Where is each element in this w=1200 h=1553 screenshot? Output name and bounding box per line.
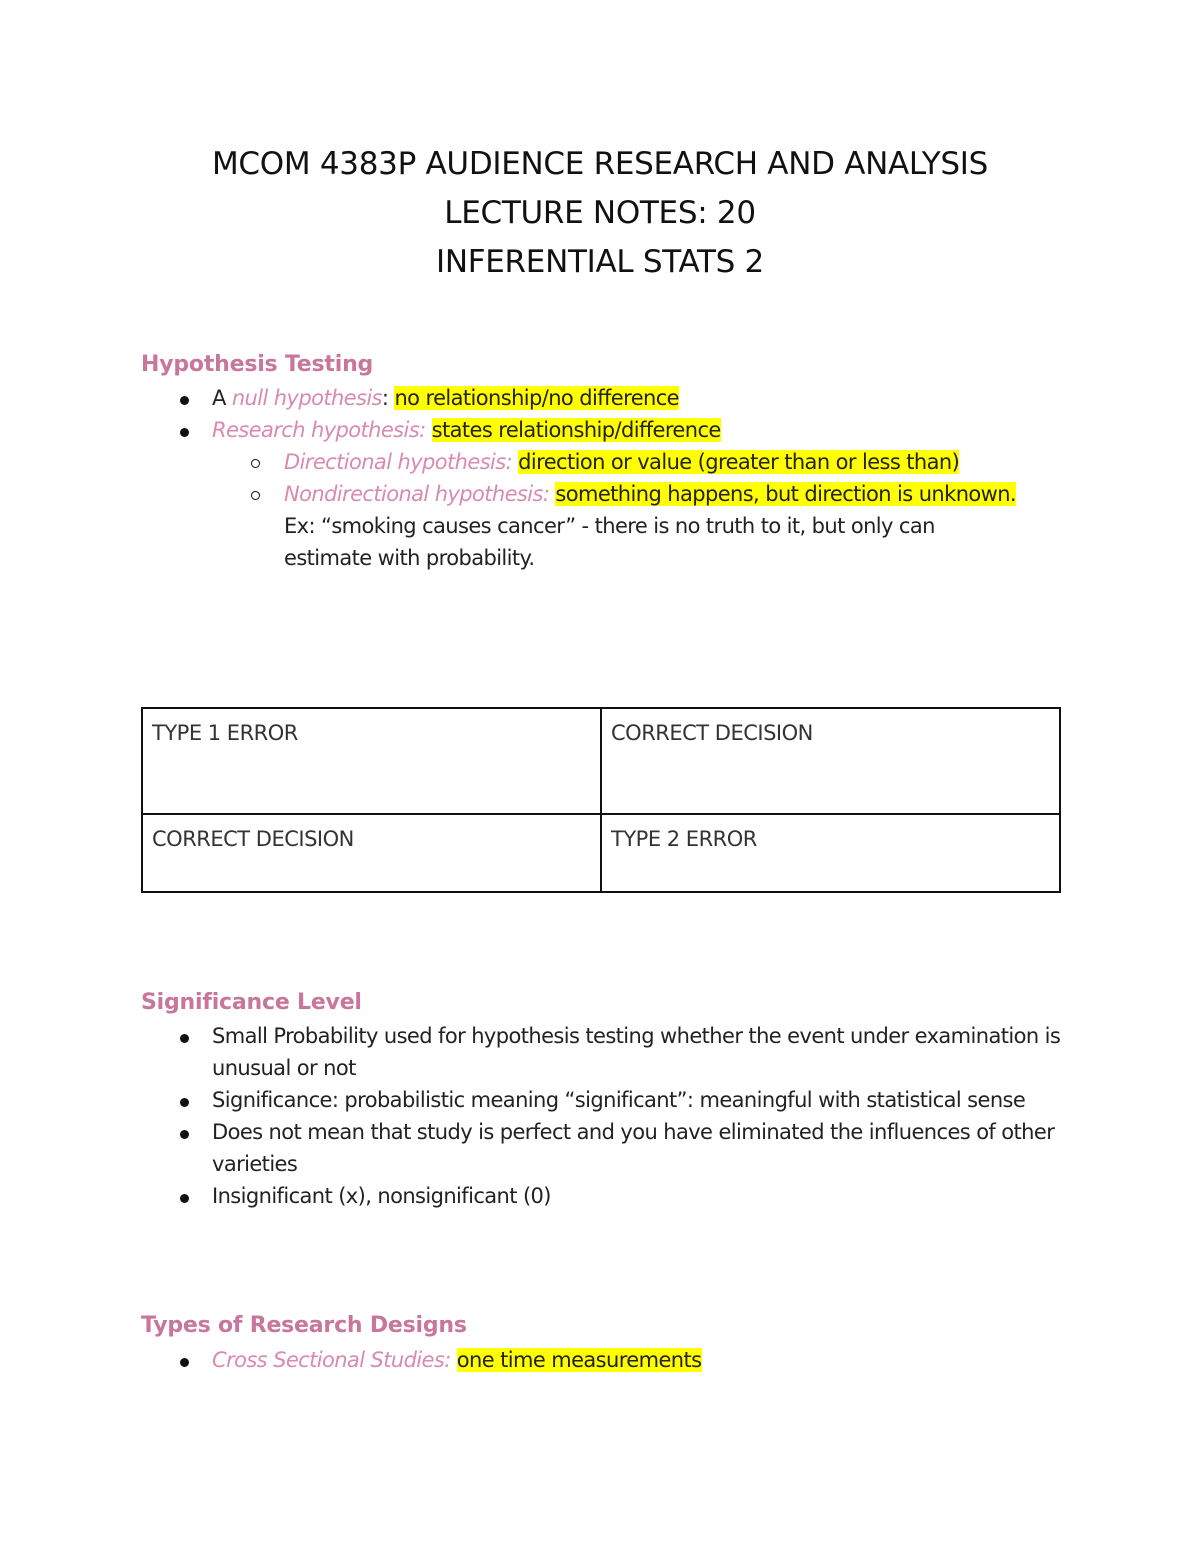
lecture-number: LECTURE NOTES: 20	[444, 195, 756, 231]
null-prefix: A	[212, 386, 232, 410]
list-item-cross-sectional	[0, 1344, 1062, 1376]
null-colon: :	[381, 386, 389, 410]
research-designs-list	[0, 1344, 1062, 1376]
document-title	[0, 140, 1200, 287]
null-definition: no relationship/no difference	[394, 386, 679, 410]
list-item	[0, 1116, 1062, 1180]
research-term: Research hypothesis:	[212, 418, 426, 442]
bullet-icon	[180, 1194, 189, 1203]
list-item-research-hypothesis	[0, 414, 1062, 446]
cell-correct-decision: CORRECT DECISION	[142, 814, 601, 892]
list-item	[0, 1180, 1062, 1212]
table-row	[142, 708, 1060, 814]
list-item-nondirectional-hypothesis	[0, 478, 1064, 574]
nondirectional-term: Nondirectional hypothesis:	[284, 482, 550, 506]
nondirectional-definition: something happens, but direction is unknown.	[555, 482, 1017, 506]
list-item-directional-hypothesis	[0, 446, 1064, 478]
bullet-icon	[180, 1098, 189, 1107]
bullet-icon	[180, 396, 189, 405]
course-title: MCOM 4383P AUDIENCE RESEARCH AND ANALYSIS	[211, 146, 989, 182]
research-definition: states relationship/difference	[431, 418, 721, 442]
bullet-icon	[180, 1034, 189, 1043]
table-row	[142, 814, 1060, 892]
example-line-2: estimate with probability.	[284, 546, 535, 570]
cell-type-2-error: TYPE 2 ERROR	[601, 814, 1060, 892]
heading-significance-level: Significance Level	[141, 990, 362, 1015]
bullet-icon	[180, 1358, 189, 1367]
null-term: null hypothesis	[231, 386, 382, 410]
list-item-null-hypothesis	[0, 382, 1062, 414]
cross-sectional-term: Cross Sectional Studies:	[212, 1348, 451, 1372]
hypothesis-list	[0, 382, 1064, 574]
list-item	[0, 1020, 1062, 1084]
error-decision-table	[141, 707, 1061, 893]
heading-hypothesis-testing: Hypothesis Testing	[141, 352, 374, 377]
hollow-bullet-icon	[251, 459, 260, 468]
cell-type-1-error: TYPE 1 ERROR	[142, 708, 601, 814]
example-line-1: Ex: “smoking causes cancer” - there is no truth to it, but only can	[284, 514, 935, 538]
hollow-bullet-icon	[251, 491, 260, 500]
significance-list	[0, 1020, 1062, 1212]
cross-sectional-definition: one time measurements	[456, 1348, 702, 1372]
directional-definition: direction or value (greater than or less than)	[518, 450, 960, 474]
lecture-topic: INFERENTIAL STATS 2	[436, 244, 764, 280]
directional-term: Directional hypothesis:	[284, 450, 513, 474]
significance-item-text: Small Probability used for hypothesis testing whether the event under examination is unusual or not	[212, 1024, 1061, 1080]
significance-item-text: Significance: probabilistic meaning “significant”: meaningful with statistical sense	[212, 1088, 1026, 1112]
heading-research-designs: Types of Research Designs	[141, 1313, 467, 1338]
bullet-icon	[180, 428, 189, 437]
bullet-icon	[180, 1130, 189, 1139]
significance-item-text: Insignificant (x), nonsignificant (0)	[212, 1184, 551, 1208]
significance-item-text: Does not mean that study is perfect and you have eliminated the influences of other varieties	[212, 1120, 1055, 1176]
cell-correct-decision: CORRECT DECISION	[601, 708, 1060, 814]
list-item	[0, 1084, 1062, 1116]
